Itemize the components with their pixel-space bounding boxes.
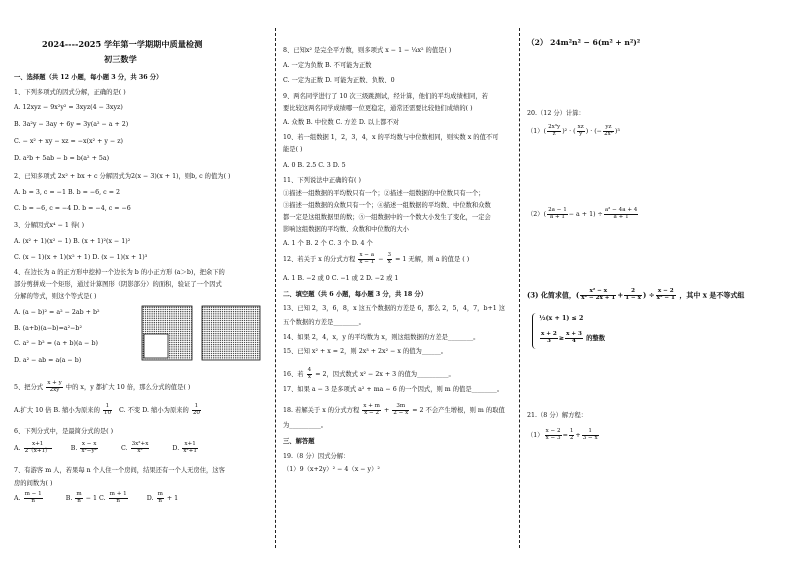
q21-fraction-1	[545, 429, 562, 442]
q5b-num: 1	[103, 404, 112, 411]
ineq2-den-2: 4	[572, 337, 576, 344]
q21-plus: +	[575, 431, 581, 439]
q20a-num-1: 2x³y	[548, 124, 561, 130]
q7-a-fraction	[24, 492, 43, 505]
q1-stem: 1、下列多项式的因式分解，正确的是( )	[14, 89, 126, 96]
ineq2-fraction-2	[565, 332, 583, 345]
q7-c-label: − 1 C.	[85, 494, 106, 502]
q12-num-1: x − a	[359, 252, 375, 258]
q5-text-end: 中的 x，y 都扩大 10 倍，那么分式的值是( )	[65, 383, 191, 391]
q21-part-1	[527, 429, 600, 442]
q18-num-1: x + m	[363, 403, 380, 409]
q7-stem-line2: 房的间数为( )	[14, 480, 53, 487]
q20-part-2	[527, 208, 639, 221]
q6a-den: 2（x+1）	[24, 447, 51, 454]
q20a-fraction-1	[547, 125, 561, 138]
q7-a-label: A.	[14, 494, 21, 502]
q7b-num: m	[76, 491, 82, 497]
q20-stem: 20.（12 分）计算：	[527, 110, 585, 117]
q20c-plus: +	[617, 290, 624, 300]
q4-square-figure	[140, 304, 262, 362]
q8-options-cd: C. 一定为正数 D. 可能为正数、负数、0	[283, 77, 395, 84]
q20-part-1	[527, 125, 620, 138]
q11-stem: 11、下列说法中正确的有( )	[283, 177, 361, 184]
q20c-integer-solutions: 的整数	[586, 334, 605, 342]
inequality-brace	[532, 313, 537, 349]
section-2-heading: 二、填空题（共 6 小题，每小题 3 分，共 18 分）	[283, 291, 428, 298]
q9-stem-line2: 要比较这两名同学成绩哪一位更稳定，通常还需要比较他们成绩的( )	[283, 105, 473, 112]
q6-d-label: D.	[172, 444, 180, 452]
q11-line1: ①描述一组数据的平均数只有一个；②描述一组数据的中位数只有一个；	[283, 190, 485, 197]
ineq2-fraction-1	[540, 332, 558, 345]
q2-options-cd: C. b = −6, c = −4 D. b = −4, c = −6	[14, 205, 131, 212]
q11-line4: 影响这组数据的平均数、众数和中位数的大小	[283, 226, 409, 233]
q6-c-fraction	[131, 442, 150, 455]
inequality-2	[539, 332, 605, 345]
q20b-den-2: a + 1	[613, 213, 629, 220]
q9-options: A. 众数 B. 中位数 C. 方差 D. 以上都不对	[283, 119, 400, 126]
q18-fraction-1	[362, 404, 381, 417]
q20a-den-2: y	[579, 130, 583, 137]
q6b-num: x − x	[81, 441, 97, 447]
q20b-mid: − a + 1) ÷	[568, 210, 603, 218]
q20a-fraction-3	[603, 125, 614, 138]
q21-fraction-3	[582, 429, 599, 442]
q15: 15、已知 x² + x = 2，则 2x³ + 2x² − x 的值为______。	[283, 348, 448, 355]
q7d-den: n	[158, 497, 163, 504]
q17: 17、如果 a − 3 是多项式 a² + ma − 6 的一个因式，则 m 的值是________。	[283, 386, 504, 393]
q10-stem-line1: 10、若一组数据 1，2，3，4，x 的平均数与中位数相同，则实数 x 的值不可	[283, 134, 499, 141]
q5d-den: 20	[192, 409, 200, 416]
q7a-num: m − 1	[24, 491, 42, 497]
q18-text-start: 18. 若解关于 x 的分式方程	[283, 406, 360, 414]
q7-d-fraction	[157, 492, 164, 505]
q20a-num-2: xz	[577, 124, 584, 130]
q5-option-d-fraction	[192, 404, 201, 417]
q21-label: （1）	[527, 431, 544, 439]
q16-num: 4	[307, 367, 312, 373]
q7a-den: n	[31, 497, 35, 504]
q18-line2: 为__________。	[283, 422, 328, 429]
q9-stem-line1: 9、两名同学进行了 10 次三级跳测试，经计算，他们的平均成绩相同，若	[283, 93, 488, 100]
q20c-fraction-3	[656, 289, 676, 302]
section-3-heading: 三、解答题	[283, 438, 315, 445]
q19-part-1: （1）9（x+2y）² − 4（x − y）²	[283, 466, 380, 473]
q12-num-2: 3	[387, 252, 392, 258]
q6-stem: 6、下列分式中，是最简分式的是( )	[14, 428, 114, 435]
q4-stem-line2: 部分剪拼成一个矩形，通过计算图形（阴影部分）的面积，验证了一个因式	[14, 281, 222, 288]
q6d-num: x+1	[182, 442, 198, 449]
q18-den-1: x − 2	[364, 409, 380, 416]
q14: 14、如果 2，4，x，y 的平均数为 x，则这组数据的方差是________。	[283, 334, 480, 341]
q20b-den-1: a + 1	[549, 213, 565, 220]
q19-part-2: （2） 24m²n² − 6(m² + n²)²	[527, 38, 641, 47]
q1-option-a: A. 12xyz − 9x²y² = 3xyz(4 − 3xyz)	[14, 104, 123, 111]
q12-fraction-2	[387, 253, 393, 266]
q13-line2: 五个数据的方差是________。	[283, 319, 365, 326]
q6c-num: 3x²+x	[131, 441, 149, 447]
q6-a-fraction	[24, 442, 52, 455]
q5-options-ab: A.扩大 10 倍 B. 缩小为原来的	[14, 406, 100, 414]
q7-b-fraction	[75, 492, 82, 505]
q20c-fraction-2	[624, 289, 642, 302]
q6a-num: x+1	[24, 442, 52, 449]
q20a-fraction-2	[577, 125, 585, 138]
q20b-open: （2）(	[527, 210, 547, 218]
q16-fraction	[307, 368, 313, 381]
q20c-divide: ) ÷	[643, 290, 655, 300]
q12-text-start: 12、若关于 x 的分式方程	[283, 255, 356, 263]
q7-options	[14, 492, 178, 505]
q12-text-end: = 1 无解，则 a 的值是 ( )	[395, 255, 470, 263]
q6-b-fraction	[80, 442, 98, 455]
q3-options-ab: A. (x² + 1)(x² − 1) B. (x + 1)²(x − 1)²	[14, 238, 131, 245]
q6c-den: x²	[137, 447, 143, 454]
q11-line3: 都一定是这组数据里的数；⑤一组数据中的一个数大小发生了变化，一定会	[283, 214, 491, 221]
q20c-num-3: x − 2	[656, 289, 676, 296]
q12-den-2: x	[387, 258, 391, 265]
q20b-num-2: a² − 4a + 4	[604, 207, 638, 213]
q7-stem-line1: 7、有游客 m 人，若果每 n 个人住一个房间，结果还有一个人无房住，这客	[14, 467, 225, 474]
column-divider-left	[275, 28, 276, 548]
q4-stem-line1: 4、在边长为 a 的正方形中挖掉一个边长为 b 的小正方形 (a＞b)，把余下的	[14, 269, 225, 276]
q7-d-label: D.	[146, 494, 154, 502]
q5-fraction	[46, 381, 63, 394]
ineq2-den-1: 3	[546, 337, 551, 344]
q2-stem: 2、已知多项式 2x² + bx + c 分解因式为2(x − 3)(x + 1)，则b, c 的值为( )	[14, 173, 231, 180]
q20c-den-3: x² − 1	[656, 294, 675, 301]
q21-num-2: 1	[569, 428, 574, 434]
exam-title: 2024----2025 学年第一学期期中质量检测	[42, 39, 203, 49]
ineq2-sign: ≥	[558, 334, 565, 342]
q4-option-d: D. a² − ab = a(a − b)	[14, 357, 82, 364]
q6d-den: x²+1	[183, 447, 197, 454]
q20a-close: )³	[614, 127, 620, 135]
exam-subject: 初三数学	[104, 54, 137, 64]
q12-options: A. 1 B. −2 或 0 C. −1 或 2 D. −2 或 1	[283, 275, 399, 282]
q6-options	[14, 442, 199, 455]
q20c-fraction-1	[580, 289, 616, 302]
q5-option-b-fraction	[103, 404, 112, 417]
q12-minus: −	[378, 255, 384, 263]
q16	[283, 368, 455, 381]
q1-option-b: B. 3a²y − 3ay + 6y = 3y(a² − a + 2)	[14, 121, 129, 128]
q18-num-2: 3m	[392, 404, 409, 411]
q21-den-3: 3 − x	[582, 434, 598, 441]
q10-stem-line2: 能是( )	[283, 146, 303, 153]
q20c-open: (3) 化简求值，(	[527, 290, 580, 300]
q7c-den: n	[116, 497, 120, 504]
q20b-num-1: 2a − 1	[548, 207, 567, 213]
q1-option-d: D. a²b + 5ab − b = b(a² + 5a)	[14, 155, 110, 162]
q7-c-fraction	[109, 492, 128, 505]
q5-denominator: 2xy	[49, 386, 60, 393]
q11-line2: ③描述一组数据的众数只有一个；④描述一组数据的平均数、中位数和众数	[283, 202, 491, 209]
q20c-den-1: x² − 2x + 1	[581, 294, 616, 301]
q3-stem: 3、分解因式x⁴ − 1 得( )	[14, 222, 85, 229]
q20b-fraction-2	[604, 208, 639, 221]
q12-fraction-1	[358, 253, 375, 266]
q5b-den: 10	[103, 409, 112, 416]
q16-den: x	[307, 373, 311, 380]
q12-stem	[283, 253, 469, 266]
q20a-mid-1: )² · (	[562, 127, 576, 135]
q20a-mid-2: ) · (−	[585, 127, 602, 135]
q19-stem: 19.（8 分）因式分解：	[283, 453, 350, 460]
inequality-1: ½(x + 1) ≤ 2	[539, 315, 584, 322]
q6-c-label: C.	[120, 444, 128, 452]
q7-d-tail: + 1	[166, 494, 179, 502]
q8-options-ab: A. 一定为负数 B. 不可能为正数	[283, 62, 372, 69]
q4-option-a: A. (a − b)² = a² − 2ab + b²	[14, 309, 100, 316]
ineq2-num-1: x + 2	[541, 331, 557, 337]
q4-stem-line3: 分解的等式，则这个等式是( )	[14, 293, 97, 300]
section-1-heading: 一、选择题（共 12 小题，每小题 3 分，共 36 分）	[14, 74, 163, 81]
q20c-num-1: x² − x	[580, 289, 616, 296]
q16-text-end: = 2，因式数式 x² − 2x + 3 的值为__________。	[315, 370, 455, 378]
q20a-den-1: z	[552, 130, 556, 137]
q18-den-2: 2 − x	[393, 409, 409, 416]
q7-b-label: B.	[65, 494, 73, 502]
q18-text-end: = 2 不会产生增根，则 m 的取值	[412, 406, 505, 414]
q5d-num: 1	[192, 404, 201, 411]
q20c-num-2: 2	[624, 289, 642, 296]
q21-den-1: x − 3	[545, 434, 561, 441]
ineq2-num-2: x + 3	[566, 331, 582, 337]
q20c-condition: ，其中 x 是不等式组	[679, 290, 745, 300]
q11-options: A. 1 个 B. 2 个 C. 3 个 D. 4 个	[283, 240, 373, 247]
q21-fraction-2	[569, 429, 575, 442]
q3-options-cd: C. (x − 1)(x + 1)(x² + 1) D. (x − 1)(x + 1)³	[14, 254, 148, 261]
q5-options	[14, 404, 202, 417]
q21-num-1: x − 2	[545, 428, 561, 434]
q12-den-1: x − 1	[359, 258, 375, 265]
q4-option-c: C. a² − b² = (a + b)(a − b)	[14, 340, 98, 347]
q21-den-2: 2	[569, 434, 574, 441]
q5-options-cd: C. 不变 D. 缩小为原来的	[119, 406, 189, 414]
q4-option-b: B. (a+b)(a−b)=a²−b²	[14, 325, 82, 332]
q21-stem: 21.（8 分）解方程：	[527, 412, 588, 419]
q13-line1: 13、已知 2，3，6，8，x 这五个数据的方差是 6，那么 2，5，4，7，b+1 这	[283, 305, 506, 312]
q5-text-start: 5、把分式	[14, 383, 44, 391]
q5-stem	[14, 381, 190, 394]
q2-options-ab: A. b = 3, c = −1 B. b = −6, c = 2	[14, 189, 120, 196]
column-divider-right	[519, 28, 520, 548]
q21-equals: =	[562, 431, 568, 439]
q20a-open: （1）(	[527, 127, 547, 135]
q7c-num: m + 1	[109, 491, 127, 497]
q18-fraction-2	[392, 404, 409, 417]
q20a-den-3: 2x²	[603, 130, 613, 137]
q6-d-fraction	[182, 442, 198, 455]
q20a-num-3: yz	[603, 125, 614, 132]
q6-a-label: A.	[14, 444, 21, 452]
q18-line1	[283, 404, 505, 417]
q7b-den: n	[77, 497, 81, 504]
q20c-den-2: 1 − x	[625, 294, 642, 301]
q6b-den: x²−y²	[81, 447, 97, 454]
q18-plus: +	[383, 406, 390, 414]
q20-part-3	[527, 289, 744, 302]
q21-num-3: 1	[582, 429, 599, 436]
q16-text-start: 16、若	[283, 370, 304, 378]
q20b-fraction-1	[547, 208, 568, 221]
q10-options: A. 0 B. 2.5 C. 3 D. 5	[283, 162, 346, 169]
q6-b-label: B.	[70, 444, 78, 452]
q1-option-c: C. − x² + xy − xz = −x(x² + y − z)	[14, 138, 124, 145]
q5-numerator: x + y	[47, 380, 62, 386]
q8-stem: 8、已知x² 是完全平方数，则多项式 x − 1 − ¼x² 的值是( )	[283, 47, 452, 54]
q7d-num: m	[157, 491, 163, 497]
